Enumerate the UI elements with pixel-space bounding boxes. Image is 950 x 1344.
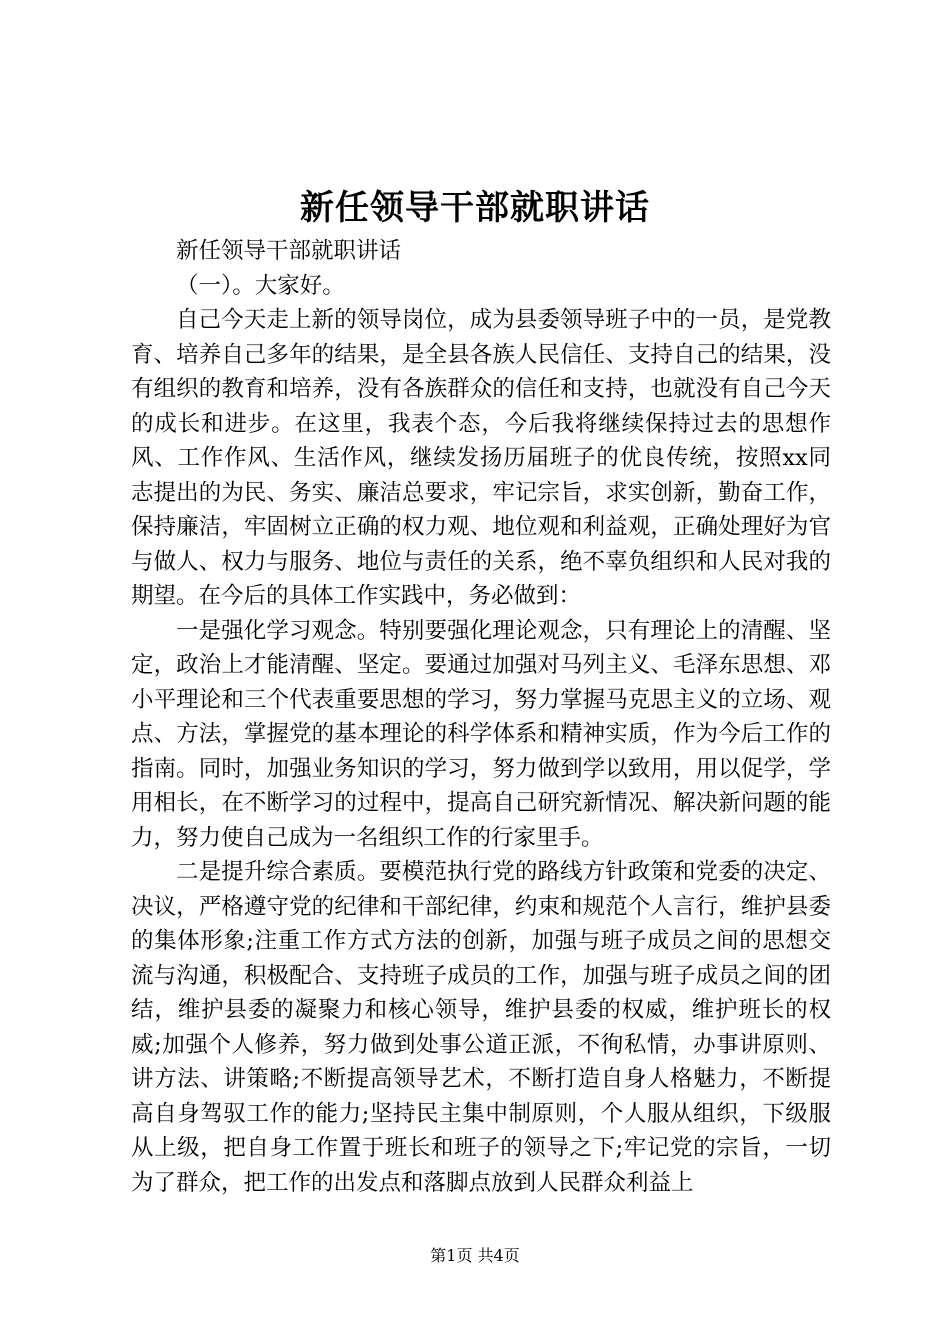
page-footer: 第1页 共4页: [430, 1246, 520, 1265]
paragraph-point-two: 二是提升综合素质。要模范执行党的路线方针政策和党委的决定、决议，严格遵守党的纪律和干部纪律，约束和规范个人言行，维护县委的集体形象;注重工作方式方法的创新，加强与班子成员之间的思想交流与沟通，积极配合、支持班子成员的工作，加强与班子成员之间的团结，维护县委的凝聚力和核心领导，维护县委的权威，维护班长的权威;加强个人修养，努力做到处事公道正派，不徇私情，办事讲原则、讲方法、讲策略;不断提高领导艺术，不断打造自身人格魅力，不断提高自身驾驭工作的能力;坚持民主集中制原则，个人服从组织，下级服从上级，把自身工作置于班长和班子的领导之下;牢记党的宗旨，一切为了群众，把工作的出发点和落脚点放到人民群众利益上: [131, 859, 831, 1196]
paragraph-greeting: （一）。大家好。: [176, 272, 345, 299]
document-title: 新任领导干部就职讲话: [300, 188, 650, 228]
document-body: [131, 234, 831, 1200]
paragraph-point-one: 一是强化学习观念。特别要强化理论观念，只有理论上的清醒、坚定，政治上才能清醒、坚定。要通过加强对马列主义、毛泽东思想、邓小平理论和三个代表重要思想的学习，努力掌握马克思主义的立场、观点、方法，掌握党的基本理论的科学体系和精神实质，作为今后工作的指南。同时，加强业务知识的学习，努力做到学以致用，用以促学，学用相长，在不断学习的过程中，提高自己研究新情况、解决新问题的能力，努力使自己成为一名组织工作的行家里手。: [131, 617, 831, 851]
paragraph-introduction: 自己今天走上新的领导岗位，成为县委领导班子中的一员，是党教育、培养自己多年的结果，是全县各族人民信任、支持自己的结果，没有组织的教育和培养，没有各族群众的信任和支持，也就没有自己今天的成长和进步。在这里，我表个态，今后我将继续保持过去的思想作风、工作作风、生活作风，继续发扬历届班子的优良传统，按照xx同志提出的为民、务实、廉洁总要求，牢记宗旨，求实创新，勤奋工作，保持廉洁，牢固树立正确的权力观、地位观和利益观，正确处理好为官与做人、权力与服务、地位与责任的关系，绝不辜负组织和人民对我的期望。在今后的具体工作实践中，务必做到：: [131, 307, 831, 609]
paragraph-subtitle: 新任领导干部就职讲话: [176, 238, 402, 264]
